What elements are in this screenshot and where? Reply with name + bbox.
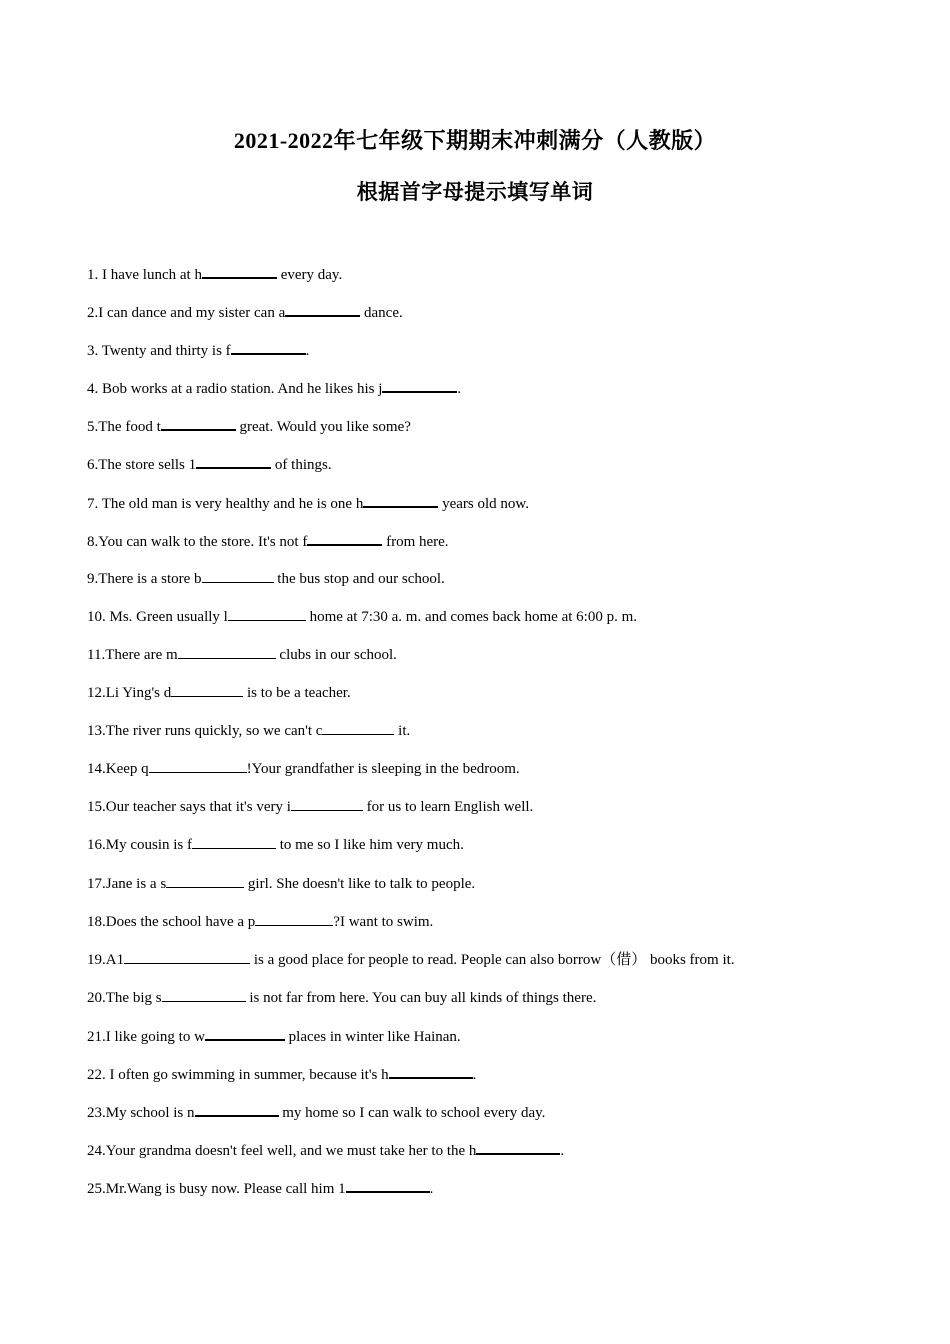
answer-blank[interactable] — [382, 376, 457, 393]
question-text-before: 7. The old man is very healthy and he is one h — [87, 495, 364, 512]
answer-blank[interactable] — [195, 1100, 279, 1117]
answer-blank[interactable] — [196, 452, 271, 469]
question-text-before: 14.Keep q — [87, 761, 149, 778]
question-item — [87, 1100, 907, 1138]
question-item — [87, 567, 907, 605]
question-text-before: 17.Jane is a s — [87, 875, 167, 892]
question-text-before: 23.My school is n — [87, 1105, 195, 1122]
answer-blank[interactable] — [231, 338, 306, 355]
question-item — [87, 986, 907, 1024]
answer-blank[interactable] — [202, 262, 277, 279]
question-text-after: of things. — [271, 457, 332, 474]
question-item — [87, 1138, 907, 1176]
answer-blank[interactable] — [307, 529, 382, 546]
answer-blank[interactable] — [291, 795, 363, 811]
answer-blank[interactable] — [285, 300, 360, 317]
question-text-before: 6.The store sells 1 — [87, 457, 197, 474]
question-text-before: 24.Your grandma doesn't feel well, and we must take her to the h — [87, 1143, 477, 1160]
question-text-after: to me so I like him very much. — [276, 837, 464, 854]
question-item — [87, 1024, 907, 1062]
question-text-before: 12.Li Ying's d — [87, 685, 172, 702]
answer-blank[interactable] — [363, 491, 438, 508]
question-item — [87, 833, 907, 871]
question-text-after: the bus stop and our school. — [273, 570, 445, 587]
question-text-before: 4. Bob works at a radio station. And he likes his j — [87, 381, 383, 398]
question-item — [87, 605, 907, 643]
question-text-after: girl. She doesn't like to talk to people. — [244, 875, 476, 892]
question-text-after: . — [560, 1143, 565, 1160]
question-text-before: 13.The river runs quickly, so we can't c — [87, 723, 323, 740]
question-text-after: it. — [394, 723, 411, 740]
answer-blank[interactable] — [192, 833, 276, 849]
question-text-before: 16.My cousin is f — [87, 837, 192, 854]
question-text-after: from here. — [382, 533, 449, 550]
question-item — [87, 795, 907, 833]
question-item — [87, 452, 907, 490]
question-item — [87, 948, 907, 986]
question-text-after: dance. — [360, 305, 403, 322]
page-subtitle: 根据首字母提示填写单词 — [356, 180, 594, 204]
question-text-after: years old now. — [438, 495, 530, 512]
question-text-before: 22. I often go swimming in summer, because it's h — [87, 1066, 389, 1083]
question-text-after: is a good place for people to read. People can also borrow（借） books from it. — [250, 951, 735, 968]
answer-blank[interactable] — [476, 1138, 560, 1155]
question-text-after: . — [457, 381, 462, 398]
question-text-before: 8.You can walk to the store. It's not f — [87, 533, 308, 550]
question-text-before: 2.I can dance and my sister can a — [87, 305, 286, 322]
question-item — [87, 338, 907, 376]
question-item — [87, 757, 907, 795]
question-item — [87, 262, 907, 300]
answer-blank[interactable] — [228, 605, 306, 621]
question-text-after: !Your grandfather is sleeping in the bedroom. — [246, 761, 520, 778]
question-text-after: my home so I can walk to school every day. — [278, 1105, 546, 1122]
question-text-before: 21.I like going to w — [87, 1028, 205, 1045]
question-item — [87, 300, 907, 338]
question-text-before: 15.Our teacher says that it's very i — [87, 799, 291, 816]
answer-blank[interactable] — [161, 414, 236, 431]
question-text-after: ?I want to swim. — [333, 913, 434, 930]
question-text-after: for us to learn English well. — [362, 799, 534, 816]
question-text-before: 20.The big s — [87, 989, 162, 1006]
question-text-after: is not far from here. You can buy all kinds of things there. — [245, 989, 597, 1006]
answer-blank[interactable] — [389, 1062, 473, 1079]
question-item — [87, 491, 907, 529]
question-text-before: 5.The food t — [87, 419, 161, 436]
answer-blank[interactable] — [255, 910, 333, 926]
question-text-after: . — [429, 1181, 434, 1198]
answer-blank[interactable] — [178, 643, 276, 659]
answer-blank[interactable] — [322, 719, 394, 735]
question-text-after: every day. — [276, 267, 343, 283]
question-text-before: 10. Ms. Green usually l — [87, 608, 228, 625]
question-text-before: 9.There is a store b — [87, 570, 202, 587]
question-text-after: home at 7:30 a. m. and comes back home at 6:00 p. m. — [305, 608, 637, 625]
question-item — [87, 681, 907, 719]
answer-blank[interactable] — [149, 757, 247, 773]
page-title: 2021-2022年七年级下期期末冲刺满分（人教版） — [233, 128, 717, 153]
question-text-before: 25.Mr.Wang is busy now. Please call him 1 — [87, 1181, 346, 1198]
question-text-after: great. Would you like some? — [235, 419, 411, 436]
answer-blank[interactable] — [171, 681, 243, 697]
question-list — [87, 262, 907, 1214]
answer-blank[interactable] — [166, 872, 244, 888]
question-item — [87, 872, 907, 910]
question-item — [87, 376, 907, 414]
question-text-after: . — [305, 343, 310, 360]
answer-blank[interactable] — [124, 948, 250, 964]
question-item — [87, 643, 907, 681]
answer-blank[interactable] — [346, 1176, 430, 1193]
question-text-before: 11.There are m — [87, 646, 178, 663]
question-text-before: 18.Does the school have a p — [87, 913, 256, 930]
question-text-after: clubs in our school. — [275, 646, 397, 663]
answer-blank[interactable] — [205, 1024, 285, 1041]
question-item — [87, 910, 907, 948]
question-item — [87, 1176, 907, 1214]
question-text-before: 3. Twenty and thirty is f — [87, 343, 231, 360]
question-text-after: . — [472, 1066, 477, 1083]
question-text-after: is to be a teacher. — [243, 685, 351, 702]
question-item — [87, 1062, 907, 1100]
question-item — [87, 529, 907, 567]
question-item — [87, 719, 907, 757]
question-text-before: 1. I have lunch at h — [87, 267, 202, 283]
answer-blank[interactable] — [202, 567, 274, 583]
question-text-before: 19.A1 — [87, 951, 125, 968]
question-text-after: places in winter like Hainan. — [284, 1028, 461, 1045]
answer-blank[interactable] — [162, 986, 246, 1002]
question-item — [87, 414, 907, 452]
